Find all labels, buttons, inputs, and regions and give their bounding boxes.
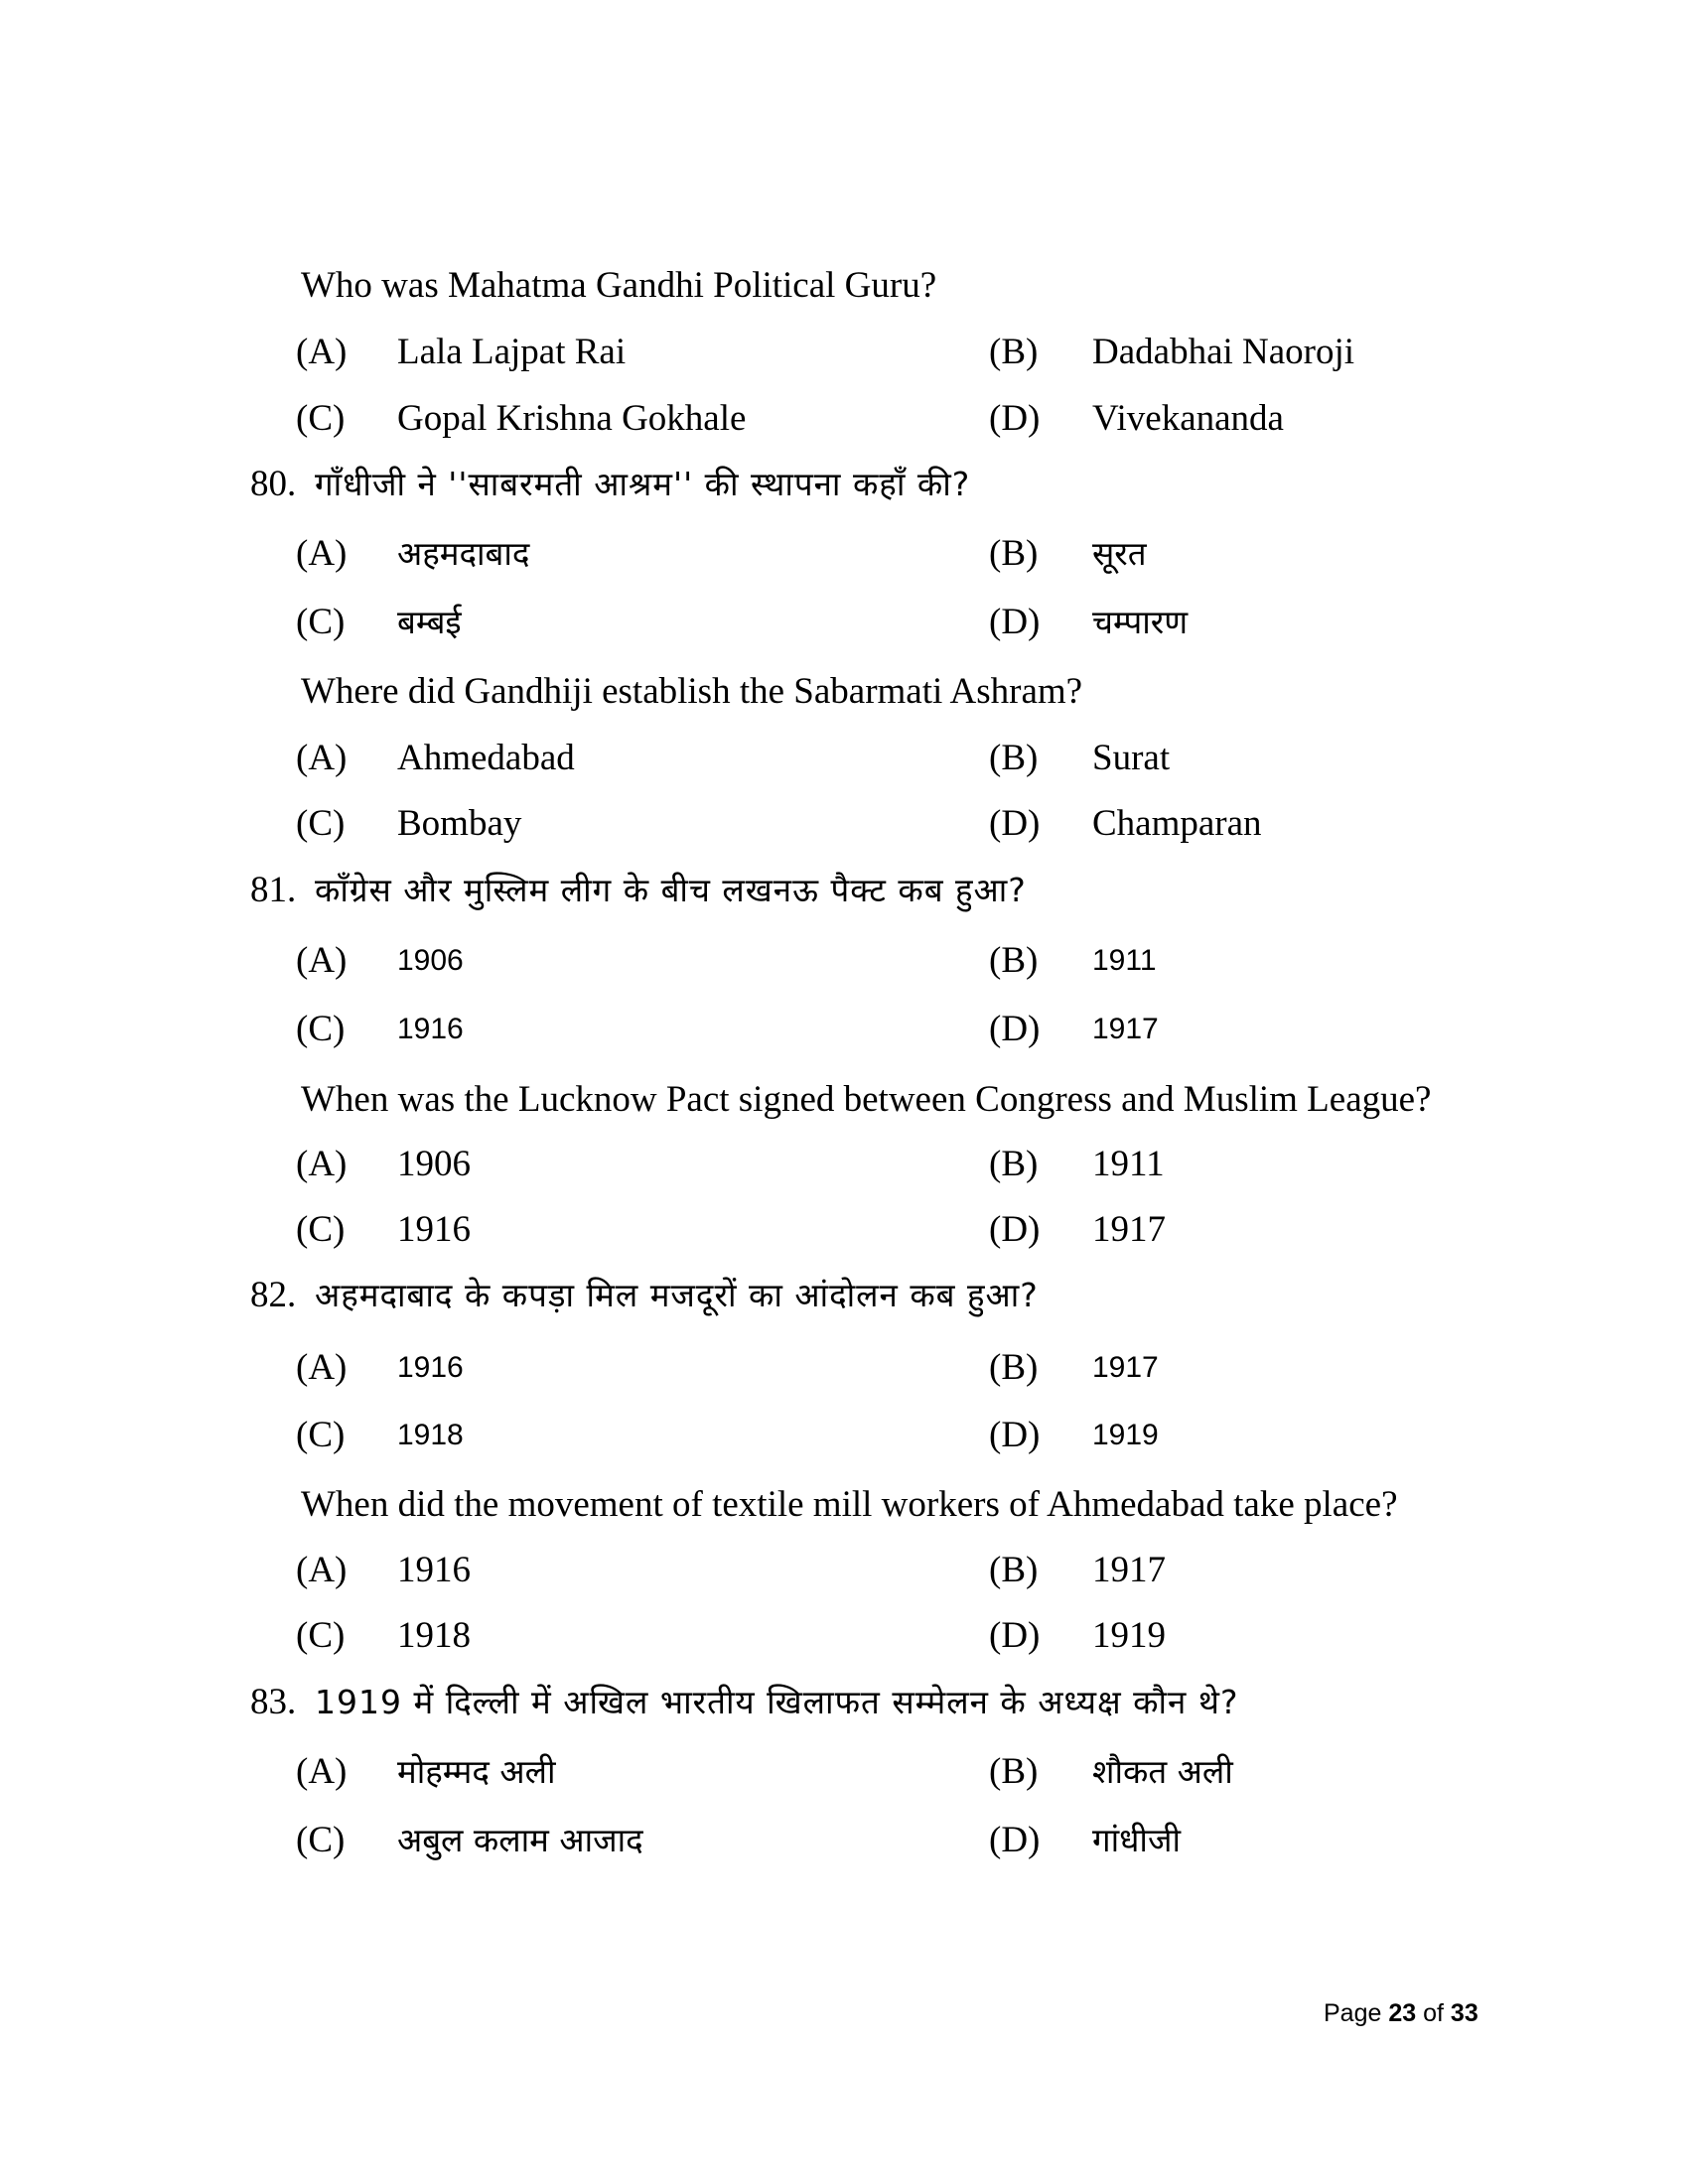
- question-number: 80.: [250, 464, 297, 504]
- option-label-c: (C): [296, 1820, 346, 1860]
- option-d[interactable]: Champaran: [1092, 803, 1262, 844]
- options-row-cd: [0, 1205, 1688, 1255]
- option-c[interactable]: अबुल कलाम आजाद: [397, 1821, 643, 1859]
- option-a[interactable]: 1916: [397, 1550, 471, 1590]
- question-text: When did the movement of textile mill workers of Ahmedabad take place?: [301, 1484, 1398, 1525]
- option-label-d: (D): [989, 1009, 1041, 1049]
- option-label-d: (D): [989, 1820, 1041, 1860]
- option-b[interactable]: 1911: [1092, 944, 1157, 977]
- option-label-c: (C): [296, 1415, 346, 1455]
- option-label-c: (C): [296, 1615, 346, 1656]
- option-c[interactable]: 1918: [397, 1419, 464, 1451]
- options-row-cd: [0, 394, 1688, 444]
- option-label-c: (C): [296, 398, 346, 439]
- option-a[interactable]: 1906: [397, 1144, 471, 1184]
- options-row-cd: [0, 598, 1688, 647]
- option-label-b: (B): [989, 1550, 1039, 1590]
- current-page: 23: [1388, 1999, 1417, 2027]
- options-row-cd: [0, 1411, 1688, 1460]
- option-c[interactable]: Gopal Krishna Gokhale: [397, 398, 747, 439]
- option-b[interactable]: 1917: [1092, 1351, 1159, 1384]
- option-c[interactable]: 1916: [397, 1209, 471, 1250]
- option-d[interactable]: 1917: [1092, 1013, 1159, 1045]
- options-row-cd: [0, 1611, 1688, 1661]
- option-label-b: (B): [989, 940, 1039, 981]
- question-number: 81.: [250, 870, 297, 910]
- question-text: 1919 में दिल्ली में अखिल भारतीय खिलाफत सम्मेलन के अध्यक्ष कौन थे?: [315, 1683, 1239, 1721]
- options-row-ab: [0, 1343, 1688, 1393]
- total-pages: 33: [1450, 1999, 1478, 2027]
- option-label-d: (D): [989, 398, 1041, 439]
- option-d[interactable]: गांधीजी: [1092, 1821, 1182, 1859]
- footer-prefix: Page: [1324, 1999, 1382, 2027]
- options-row-ab: [0, 734, 1688, 783]
- option-label-d: (D): [989, 1415, 1041, 1455]
- option-d[interactable]: चम्पारण: [1092, 603, 1189, 641]
- question-79-english: [0, 261, 1688, 311]
- options-row-ab: [0, 936, 1688, 986]
- option-d[interactable]: 1919: [1092, 1615, 1166, 1656]
- question-number: 82.: [250, 1275, 297, 1315]
- footer-of: of: [1423, 1999, 1444, 2027]
- option-label-d: (D): [989, 1209, 1041, 1250]
- question-82-english: [0, 1480, 1688, 1530]
- question-83-hindi: [0, 1678, 1688, 1727]
- question-text: गाँधीजी ने ''साबरमती आश्रम'' की स्थापना कहाँ की?: [315, 465, 971, 503]
- option-label-b: (B): [989, 1751, 1039, 1792]
- question-81-hindi: [0, 866, 1688, 915]
- option-label-c: (C): [296, 1209, 346, 1250]
- option-label-d: (D): [989, 602, 1041, 642]
- option-a[interactable]: 1906: [397, 944, 464, 977]
- option-a[interactable]: मोहम्मद अली: [397, 1752, 556, 1791]
- option-c[interactable]: बम्बई: [397, 603, 462, 641]
- question-82-hindi: [0, 1271, 1688, 1320]
- option-label-b: (B): [989, 1347, 1039, 1388]
- options-row-ab: [0, 1140, 1688, 1189]
- question-text: Where did Gandhiji establish the Sabarmati Ashram?: [301, 671, 1083, 712]
- option-c[interactable]: 1918: [397, 1615, 471, 1656]
- option-label-a: (A): [296, 1347, 348, 1388]
- option-label-b: (B): [989, 738, 1039, 778]
- options-row-cd: [0, 1816, 1688, 1865]
- question-text: अहमदाबाद के कपड़ा मिल मजदूरों का आंदोलन कब हुआ?: [315, 1276, 1039, 1314]
- option-label-d: (D): [989, 1615, 1041, 1656]
- option-label-c: (C): [296, 1009, 346, 1049]
- option-label-d: (D): [989, 803, 1041, 844]
- option-c[interactable]: 1916: [397, 1013, 464, 1045]
- option-label-a: (A): [296, 533, 348, 574]
- option-label-b: (B): [989, 332, 1039, 372]
- question-80-english: [0, 667, 1688, 717]
- option-c[interactable]: Bombay: [397, 803, 522, 844]
- option-d[interactable]: Vivekananda: [1092, 398, 1284, 439]
- options-row-ab: [0, 1747, 1688, 1797]
- options-row-ab: [0, 1546, 1688, 1595]
- option-label-a: (A): [296, 1144, 348, 1184]
- option-d[interactable]: 1919: [1092, 1419, 1159, 1451]
- options-row-ab: [0, 328, 1688, 377]
- question-81-english: [0, 1075, 1688, 1125]
- page-number-footer: [1324, 1993, 1478, 2033]
- option-b[interactable]: 1917: [1092, 1550, 1166, 1590]
- option-label-b: (B): [989, 1144, 1039, 1184]
- option-b[interactable]: शौकत अली: [1092, 1752, 1233, 1791]
- option-a[interactable]: अहमदाबाद: [397, 534, 530, 573]
- option-a[interactable]: 1916: [397, 1351, 464, 1384]
- option-b[interactable]: Dadabhai Naoroji: [1092, 332, 1355, 372]
- options-row-cd: [0, 1005, 1688, 1054]
- question-text: कॉंग्रेस और मुस्लिम लीग के बीच लखनऊ पैक्ट कब हुआ?: [315, 871, 1027, 909]
- option-label-a: (A): [296, 1550, 348, 1590]
- option-label-a: (A): [296, 738, 348, 778]
- options-row-cd: [0, 799, 1688, 849]
- question-text: Who was Mahatma Gandhi Political Guru?: [301, 265, 937, 306]
- option-label-a: (A): [296, 1751, 348, 1792]
- question-80-hindi: [0, 460, 1688, 509]
- option-b[interactable]: Surat: [1092, 738, 1171, 778]
- option-d[interactable]: 1917: [1092, 1209, 1166, 1250]
- option-b[interactable]: 1911: [1092, 1144, 1165, 1184]
- question-number: 83.: [250, 1682, 297, 1722]
- option-a[interactable]: Lala Lajpat Rai: [397, 332, 627, 372]
- option-label-c: (C): [296, 602, 346, 642]
- question-text: When was the Lucknow Pact signed between Congress and Muslim League?: [301, 1079, 1432, 1120]
- option-b[interactable]: सूरत: [1092, 534, 1147, 573]
- option-label-c: (C): [296, 803, 346, 844]
- option-label-b: (B): [989, 533, 1039, 574]
- option-a[interactable]: Ahmedabad: [397, 738, 575, 778]
- option-label-a: (A): [296, 940, 348, 981]
- options-row-ab: [0, 529, 1688, 579]
- option-label-a: (A): [296, 332, 348, 372]
